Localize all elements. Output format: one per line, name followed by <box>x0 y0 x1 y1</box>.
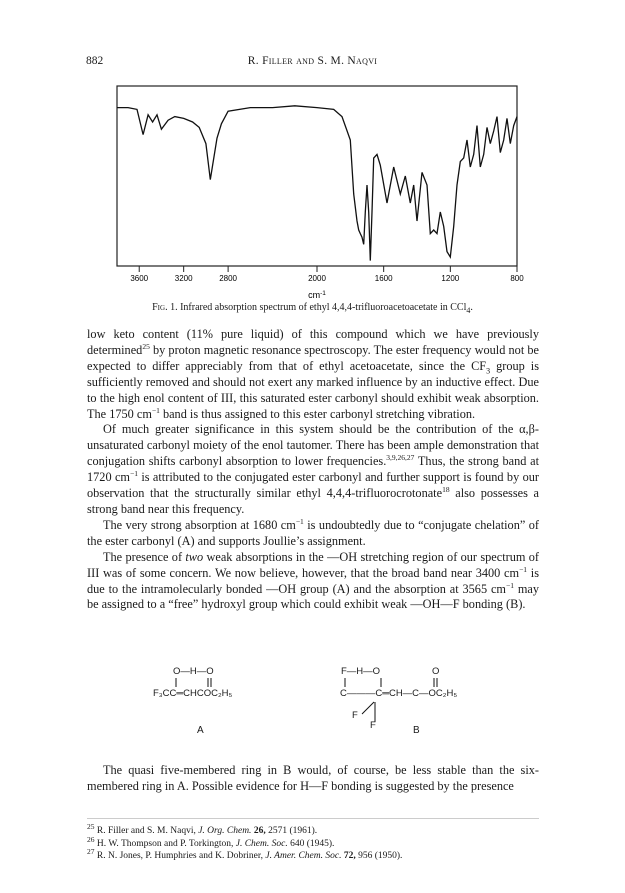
body-text-2 <box>87 763 539 795</box>
structure-b-top-left: F—H—O <box>341 666 381 677</box>
caption-end: . <box>470 302 473 313</box>
caption-label: Fig. 1. <box>152 302 178 313</box>
x-tick-label-800: 800 <box>510 274 524 283</box>
footnote-rule <box>87 818 539 819</box>
x-tick-label-2800: 2800 <box>219 274 238 283</box>
footnote-27: $^{27}$ R. N. Jones, P. Humphries and K. Dobriner, J. Amer. Chem. Soc. 72, 956 (1950). <box>87 846 403 861</box>
x-tick-label-1200: 1200 <box>441 274 460 283</box>
paragraph-1: low keto content (11% pure liquid) of this compound which we have previously determined$^{25}$ by proton magnetic resonance spectroscopy. The ester frequency would not be expected to differ appreciably from that of ethyl acetoacetate, since the $CF_3$ group is sufficiently removed and should not exert any marked influence by an inductive effect. Due to the high enol content of III, this saturated ester carbonyl should exhibit weak absorption. The 1750 $cm^{-1}$ band is thus assigned to this ester carbonyl stretching vibration. <box>87 327 539 421</box>
x-tick-label-1600: 1600 <box>374 274 393 283</box>
plot-frame <box>117 86 517 266</box>
spectrum-line <box>117 106 517 261</box>
footnote-26: $^{26}$ H. W. Thompson and P. Torkington, J. Chem. Soc. 640 (1945). <box>87 834 335 849</box>
ir-spectrum-figure <box>0 0 625 300</box>
structure-b-label: B <box>413 725 420 736</box>
x-tick-labels <box>130 274 524 283</box>
footnote-25: $^{25}$ R. Filler and S. M. Naqvi, J. Org. Chem. 26, 2571 (1961). <box>87 821 318 836</box>
footnotes <box>87 821 539 863</box>
running-head: R. Filler and S. M. Naqvi <box>247 55 378 67</box>
caption-sub: 4 <box>466 306 471 315</box>
body-text <box>87 327 539 613</box>
structure-b-top-right: O <box>432 666 440 677</box>
paragraph-2: Of much greater significance in this system should be the contribution of the α,β-unsaturated carbonyl moiety of the enol tautomer. There has been ample demonstration that conjugation shifts carbonyl absorption to lower frequencies.$^{3,9,26,27}$ Thus, the strong band at 1720 $cm^{-1}$ is attributed to the conjugated ester carbonyl and further support is found by our observation that the structurally similar ethyl 4,4,4-trifluorocrotonate$^{18}$ also possesses a strong band near this frequency. <box>87 422 539 516</box>
paragraph-3: The very strong absorption at 1680 $cm^{-1}$ is undoubtedly due to “conjugate chelation” of the ester carbonyl (A) and supports Joullie’s assignment. <box>87 516 539 548</box>
caption-text: Infrared absorption spectrum of ethyl 4,4,4-trifluoroacetoacetate in CCl <box>180 302 467 313</box>
x-tick-label-3600: 3600 <box>130 274 149 283</box>
x-ticks <box>139 266 517 272</box>
structure-b-formula: C———C═CH—C—OC₂H₅ <box>340 688 458 699</box>
structure-a-formula: F₃CC═CHCOC₂H₅ <box>153 688 233 699</box>
structure-b-f-bottom: F <box>370 720 376 731</box>
structure-a-top: O—H—O <box>173 666 214 677</box>
structure-a-label: A <box>197 725 204 736</box>
paragraph-5: The quasi five-membered ring in B would, of course, be less stable than the six-membered ring in A. Possible evidence for H—F bonding is suggested by the presence <box>87 763 539 793</box>
paragraph-4: The presence of two weak absorptions in the —OH stretching region of our spectrum of III was of some concern. We now believe, however, that the broad band near 3400 $cm^{-1}$ is due to the intramolecularly bonded —OH group (A) and the absorption at 3565 $cm^{-1}$ may be assigned to a “free” hydroxyl group which could exhibit weak —OH—F bonding (B). <box>87 549 540 612</box>
structure-b-f-left: F <box>352 710 358 721</box>
figure-caption <box>0 302 625 313</box>
x-unit-label: $cm^{-1}$ <box>308 290 326 300</box>
x-tick-label-3200: 3200 <box>174 274 193 283</box>
page-number: 882 <box>86 55 104 67</box>
x-tick-label-2000: 2000 <box>308 274 326 283</box>
